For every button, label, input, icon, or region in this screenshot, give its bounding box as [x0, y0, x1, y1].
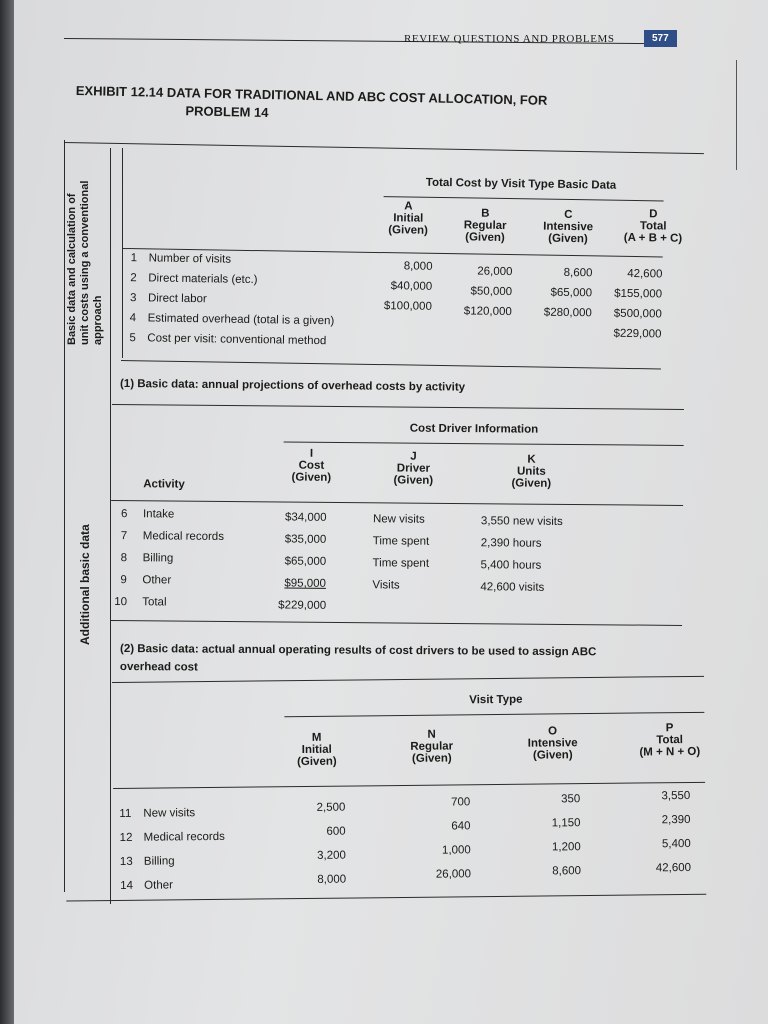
section3-bottom-rule [66, 894, 706, 902]
exhibit-title-line2: PROBLEM 14 [185, 103, 269, 121]
running-header: REVIEW QUESTIONS AND PROBLEMS [404, 33, 615, 45]
col-p-header: P Total (M + N + O) [639, 722, 701, 759]
section3-table-title: Visit Type [469, 693, 523, 707]
exhibit-title-line1: EXHIBIT 12.14 DATA FOR TRADITIONAL AND ABC COST ALLOCATION, FOR [75, 82, 548, 108]
col-d-header: D Total (A + B + C) [623, 208, 683, 245]
col-o-header: O Intensive (Given) [527, 725, 578, 762]
section2-top-rule [112, 404, 684, 410]
section3-header-rule [113, 782, 705, 789]
frame-top-rule [64, 142, 704, 154]
section2-table-title: Cost Driver Information [409, 422, 539, 436]
section1-side-label: Basic data and calculation of unit costs using a conventional approach [66, 180, 104, 345]
frame-inner-rule-2 [122, 148, 123, 358]
page-number: 577 [644, 30, 677, 47]
col-k-header: K Units (Given) [511, 453, 552, 490]
right-page-edge-mark [736, 60, 737, 170]
activity-header: Activity [143, 478, 185, 491]
col-m-header: M Initial (Given) [296, 731, 337, 769]
section2-heading: (1) Basic data: annual projections of overhead costs by activity [119, 378, 466, 394]
section2-side-label: Additional basic data [78, 524, 92, 645]
col-c-header: C Intensive (Given) [543, 208, 594, 246]
section3-title-rule [284, 712, 704, 717]
section2-title-rule [284, 441, 684, 445]
book-spine-shadow [0, 0, 14, 1024]
col-b-header: B Regular (Given) [463, 207, 507, 244]
exhibit-title [75, 82, 547, 128]
col-j-header: J Driver (Given) [393, 450, 434, 487]
frame-left-rule [64, 140, 65, 892]
section1-table-title: Total Cost by Visit Type Basic Data [425, 176, 617, 192]
section2-header-rule [111, 500, 683, 506]
col-i-header: I Cost (Given) [291, 447, 332, 484]
section1-bottom-rule [121, 360, 661, 369]
col-a-header: A Initial (Given) [388, 200, 428, 237]
section2-bottom-rule [110, 620, 682, 626]
frame-inner-rule [110, 148, 111, 904]
col-n-header: N Regular (Given) [410, 728, 454, 765]
textbook-page: REVIEW QUESTIONS AND PROBLEMS 577 EXHIBIT 12.14 DATA FOR TRADITIONAL AND ABC COST ALLOCATION, FOR PROBLEM 14 Basic data and calculation of unit costs using a conventional approach Total Cost by Visit Type Basic Data A Initial (Given) B Regular (Given) C Intensive (Given) D Total (A + B + C) 1 Number of visits 8,000 26,000 8,600 42,600 2 Direct materials (etc.) $40,000 $50,000 $65,000 $155,000 3 Direct labor $100,000 $120,000 $280,000 $500,000 4 Estimated overhead (total is a given) $229,000 5 Cost per visit: conventional method (1) Basic data: annual projections of overhead costs by activity Additional basic data Cost Driver Information Activity I Cost (Given) J Driver (Given) K Units (Given) 6 Intake $34,000 New visits 3,550 new visits 7 Medical records $35,000 Time spent 2,390 hours 8 Billing $65,000 Time spent 5,400 hours 9 Other $95,000 Visits 42,600 visits 10 Total $229,000 (2) Basic data: actual annual operating results of cost drivers to be used to assign ABC overhead cost Visit Type M Initial (Given) N Regular (Given) O Intensive (Given) P Total (M + N + O) 11 New visits 2,500 700 350 3,550 12 Medical records 600 640 1,150 2,390 13 Billing 3,200 1,000 1,200 5,400 14 Other 8,000 26,000 8,600 42,600 [14, 0, 768, 1024]
section3-heading: (2) Basic data: actual annual operating results of cost drivers to be used to assign ABC overhead cost [119, 643, 597, 674]
